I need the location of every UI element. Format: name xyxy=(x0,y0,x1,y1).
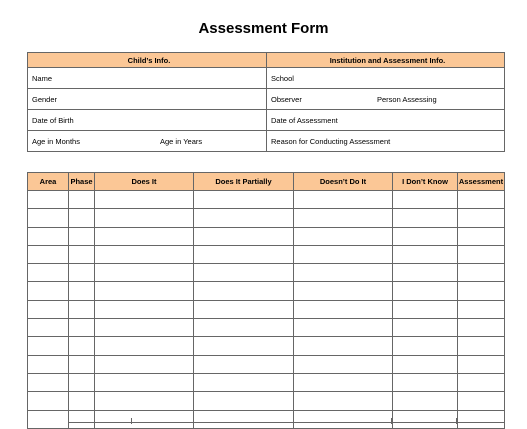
partial-row-divider xyxy=(68,418,69,424)
table-cell[interactable] xyxy=(393,319,458,337)
header-does-it: Does It xyxy=(95,173,194,191)
table-row xyxy=(28,300,505,318)
table-cell[interactable] xyxy=(194,264,294,282)
table-cell[interactable] xyxy=(294,282,393,300)
table-cell[interactable] xyxy=(28,300,69,318)
reason-label: Reason for Conducting Assessment xyxy=(271,137,391,146)
gender-label: Gender xyxy=(32,95,58,104)
table-row xyxy=(28,392,505,410)
table-row xyxy=(28,337,505,355)
table-cell[interactable] xyxy=(28,410,69,428)
table-cell[interactable] xyxy=(28,282,69,300)
school-label: School xyxy=(271,74,294,83)
table-cell[interactable] xyxy=(294,319,393,337)
table-cell[interactable] xyxy=(393,300,458,318)
table-cell[interactable] xyxy=(294,355,393,373)
table-cell[interactable] xyxy=(194,392,294,410)
partial-row-line xyxy=(68,422,504,423)
header-does-it-partially: Does It Partially xyxy=(194,173,294,191)
school-field[interactable] xyxy=(267,68,505,89)
table-cell[interactable] xyxy=(294,300,393,318)
table-row xyxy=(28,355,505,373)
header-assessment: Assessment xyxy=(458,173,505,191)
header-area: Area xyxy=(28,173,69,191)
observer-label: Observer xyxy=(271,95,302,104)
assessment-date-label: Date of Assessment xyxy=(271,116,338,125)
table-cell[interactable] xyxy=(69,319,95,337)
table-cell[interactable] xyxy=(294,227,393,245)
table-cell[interactable] xyxy=(69,209,95,227)
table-cell[interactable] xyxy=(95,282,194,300)
table-cell[interactable] xyxy=(95,227,194,245)
table-cell[interactable] xyxy=(393,264,458,282)
table-cell[interactable] xyxy=(95,300,194,318)
table-cell[interactable] xyxy=(393,209,458,227)
table-cell[interactable] xyxy=(194,209,294,227)
table-cell[interactable] xyxy=(95,410,194,428)
name-field[interactable] xyxy=(28,68,267,89)
partial-row-divider xyxy=(456,418,457,424)
table-cell[interactable] xyxy=(95,337,194,355)
table-cell[interactable] xyxy=(194,319,294,337)
table-cell[interactable] xyxy=(458,355,505,373)
table-cell[interactable] xyxy=(69,392,95,410)
table-cell[interactable] xyxy=(294,209,393,227)
table-cell[interactable] xyxy=(393,227,458,245)
table-cell[interactable] xyxy=(69,282,95,300)
table-cell[interactable] xyxy=(28,392,69,410)
dob-field[interactable] xyxy=(28,110,267,131)
table-cell[interactable] xyxy=(458,282,505,300)
table-cell[interactable] xyxy=(95,355,194,373)
table-cell[interactable] xyxy=(95,264,194,282)
partial-row-divider xyxy=(131,418,132,424)
table-cell[interactable] xyxy=(393,337,458,355)
table-cell[interactable] xyxy=(69,191,95,209)
table-cell[interactable] xyxy=(458,410,505,428)
reason-field[interactable] xyxy=(267,131,505,152)
partial-row-divider xyxy=(193,418,194,424)
table-cell[interactable] xyxy=(294,264,393,282)
table-cell[interactable] xyxy=(458,264,505,282)
table-cell[interactable] xyxy=(69,355,95,373)
header-doesnt-do-it: Doesn’t Do It xyxy=(294,173,393,191)
table-cell[interactable] xyxy=(194,337,294,355)
table-cell[interactable] xyxy=(393,282,458,300)
table-cell[interactable] xyxy=(28,319,69,337)
table-row xyxy=(28,227,505,245)
institution-info-header: Institution and Assessment Info. xyxy=(267,53,505,68)
table-cell[interactable] xyxy=(28,355,69,373)
assessment-grid xyxy=(27,172,505,429)
table-cell[interactable] xyxy=(194,373,294,391)
table-cell[interactable] xyxy=(95,191,194,209)
table-row xyxy=(28,410,505,428)
table-cell[interactable] xyxy=(194,410,294,428)
table-cell[interactable] xyxy=(194,355,294,373)
table-cell[interactable] xyxy=(458,337,505,355)
table-cell[interactable] xyxy=(194,245,294,263)
table-cell[interactable] xyxy=(28,227,69,245)
table-cell[interactable] xyxy=(458,300,505,318)
age-years-label: Age in Years xyxy=(160,137,203,146)
table-cell[interactable] xyxy=(69,337,95,355)
assessment-date-field[interactable] xyxy=(267,110,505,131)
table-cell[interactable] xyxy=(393,191,458,209)
age-months-label: Age in Months xyxy=(32,137,80,146)
table-cell[interactable] xyxy=(69,264,95,282)
table-cell[interactable] xyxy=(194,191,294,209)
partial-row-divider xyxy=(94,418,95,424)
partial-row-divider xyxy=(391,418,392,424)
name-label: Name xyxy=(32,74,53,83)
table-cell[interactable] xyxy=(393,373,458,391)
table-cell[interactable] xyxy=(69,373,95,391)
table-cell[interactable] xyxy=(194,282,294,300)
table-cell[interactable] xyxy=(393,355,458,373)
age-field[interactable] xyxy=(28,131,267,152)
dob-label: Date of Birth xyxy=(32,116,74,125)
table-cell[interactable] xyxy=(28,245,69,263)
table-cell[interactable] xyxy=(294,191,393,209)
table-cell[interactable] xyxy=(194,300,294,318)
table-row xyxy=(28,209,505,227)
table-cell[interactable] xyxy=(294,373,393,391)
table-cell[interactable] xyxy=(458,319,505,337)
table-cell[interactable] xyxy=(294,337,393,355)
table-cell[interactable] xyxy=(69,227,95,245)
table-row xyxy=(28,264,505,282)
table-cell[interactable] xyxy=(69,245,95,263)
table-cell[interactable] xyxy=(458,392,505,410)
table-cell[interactable] xyxy=(28,191,69,209)
childs-info-header: Child’s Info. xyxy=(28,53,267,68)
table-cell[interactable] xyxy=(28,264,69,282)
table-cell[interactable] xyxy=(458,209,505,227)
table-cell[interactable] xyxy=(393,410,458,428)
table-cell[interactable] xyxy=(28,337,69,355)
table-row xyxy=(28,373,505,391)
info-table xyxy=(27,52,505,152)
table-cell[interactable] xyxy=(294,410,393,428)
table-cell[interactable] xyxy=(458,227,505,245)
partial-row-divider xyxy=(293,418,294,424)
header-i-dont-know: I Don’t Know xyxy=(393,173,458,191)
table-cell[interactable] xyxy=(95,373,194,391)
table-cell[interactable] xyxy=(458,373,505,391)
table-cell[interactable] xyxy=(95,245,194,263)
page-title: Assessment Form xyxy=(198,20,329,37)
table-cell[interactable] xyxy=(194,227,294,245)
table-cell[interactable] xyxy=(28,209,69,227)
table-cell[interactable] xyxy=(393,245,458,263)
table-cell[interactable] xyxy=(69,410,95,428)
table-cell[interactable] xyxy=(28,373,69,391)
header-phase: Phase xyxy=(69,173,95,191)
table-cell[interactable] xyxy=(69,300,95,318)
table-cell[interactable] xyxy=(458,245,505,263)
table-cell[interactable] xyxy=(294,245,393,263)
table-row xyxy=(28,282,505,300)
observer-field[interactable] xyxy=(267,89,505,110)
table-row xyxy=(28,191,505,209)
table-cell[interactable] xyxy=(95,319,194,337)
table-cell[interactable] xyxy=(458,191,505,209)
table-cell[interactable] xyxy=(294,392,393,410)
table-row xyxy=(28,245,505,263)
table-row xyxy=(28,319,505,337)
gender-field[interactable] xyxy=(28,89,267,110)
table-cell[interactable] xyxy=(95,209,194,227)
table-cell[interactable] xyxy=(393,392,458,410)
table-cell[interactable] xyxy=(95,392,194,410)
person-assessing-label: Person Assessing xyxy=(377,95,437,104)
